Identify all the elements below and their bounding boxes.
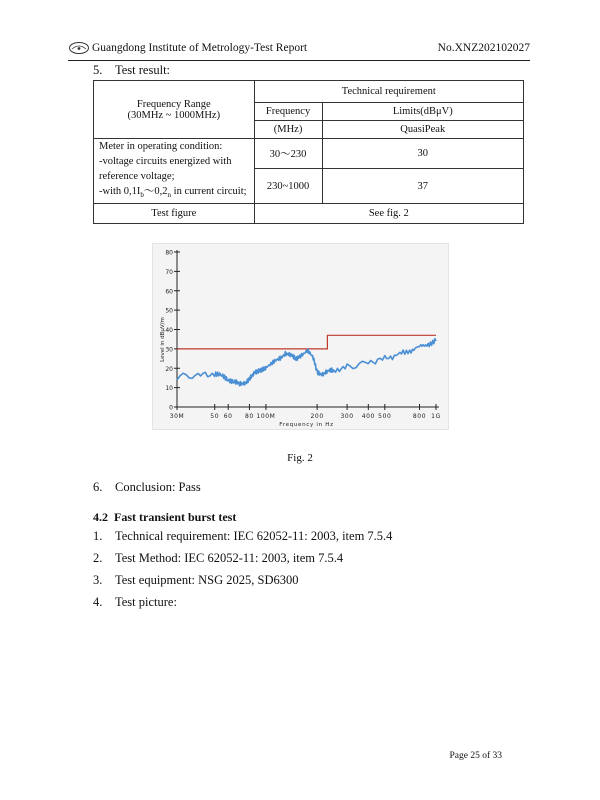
item-text: Test equipment: NSG 2025, SD6300 xyxy=(115,573,299,587)
institute-logo-icon xyxy=(68,41,90,55)
condition-text: -with 0,1I xyxy=(99,186,141,197)
item-number: 4. xyxy=(93,595,103,609)
test-figure-label: Test figure xyxy=(94,204,255,224)
x-tick-label: 400 xyxy=(361,413,375,420)
frequency-cell: 230~1000 xyxy=(254,169,322,204)
section-title: Fast transient burst test xyxy=(114,510,237,524)
condition-line: Meter in operating condition: xyxy=(99,141,223,152)
frequency-range-value: (30MHz ~ 1000MHz) xyxy=(127,109,221,121)
subscript-b: b xyxy=(140,191,144,200)
section-number: 6. xyxy=(93,480,103,494)
limit-cell: 30 xyxy=(322,139,523,169)
conclusion-text: Conclusion: Pass xyxy=(115,480,201,494)
x-axis-label: Frequency in Hz xyxy=(279,422,334,428)
item-number: 2. xyxy=(93,551,103,565)
emission-chart xyxy=(152,243,449,430)
y-tick-label: 50 xyxy=(165,307,173,315)
y-tick-label: 20 xyxy=(165,365,173,373)
list-item xyxy=(93,551,343,566)
x-tick-label: 200 xyxy=(310,413,324,420)
frequency-range-title: Frequency Range xyxy=(136,98,211,110)
limits-header: Limits(dBμV) xyxy=(322,103,523,121)
y-tick-label: 80 xyxy=(165,249,173,257)
section-5-heading xyxy=(93,63,170,78)
figure-caption: Fig. 2 xyxy=(287,452,313,464)
frequency-header: Frequency xyxy=(254,103,322,121)
list-item xyxy=(93,529,392,544)
condition-line xyxy=(99,184,250,203)
x-tick-label: 30M xyxy=(169,413,185,420)
y-tick-label: 70 xyxy=(165,268,173,276)
condition-line: reference voltage; xyxy=(99,171,175,182)
section-number: 5. xyxy=(93,63,103,77)
report-number: No.XNZ202102027 xyxy=(437,42,530,54)
measurement-trace xyxy=(177,339,436,386)
requirements-table xyxy=(93,80,524,224)
section-6-conclusion xyxy=(93,480,201,495)
condition-text: in current circuit; xyxy=(171,186,247,197)
y-tick-label: 40 xyxy=(165,327,173,334)
condition-text: ～0,2 xyxy=(143,186,168,197)
section-title: Test result: xyxy=(115,63,171,77)
frequency-range-cell xyxy=(94,81,255,139)
limit-cell: 37 xyxy=(322,169,523,204)
item-text: Test picture: xyxy=(115,595,177,609)
section-4-2-heading xyxy=(93,510,236,525)
condition-cell xyxy=(94,139,255,204)
technical-requirement-header: Technical requirement xyxy=(254,81,523,103)
x-tick-label: 500 xyxy=(378,413,392,420)
x-tick-label: 1G xyxy=(431,413,441,420)
limit-line xyxy=(177,335,436,349)
subscript-n: n xyxy=(167,191,172,200)
y-tick-label: 60 xyxy=(165,288,173,296)
x-tick-label: 60 xyxy=(223,413,233,420)
condition-line: -voltage circuits energized with xyxy=(99,156,232,167)
item-number: 3. xyxy=(93,573,103,587)
frequency-cell: 30～230 xyxy=(254,139,322,169)
item-text: Test Method: IEC 62052-11: 2003, item 7.5.4 xyxy=(115,551,344,565)
report-header xyxy=(68,40,530,61)
mhz-header: (MHz) xyxy=(254,121,322,139)
y-tick-label: 30 xyxy=(165,346,173,354)
quasipeak-header: QuasiPeak xyxy=(322,121,523,139)
list-item xyxy=(93,595,177,610)
page-number: Page 25 of 33 xyxy=(449,751,502,761)
y-tick-label: 0 xyxy=(169,404,173,412)
y-tick-label: 10 xyxy=(165,385,173,393)
see-figure-ref: See fig. 2 xyxy=(254,204,523,224)
x-tick-label: 80 xyxy=(245,413,254,420)
x-tick-label: 300 xyxy=(340,413,354,420)
item-text: Technical requirement: IEC 62052-11: 2003, item 7.5.4 xyxy=(115,529,393,543)
institute-name: Guangdong Institute of Metrology-Test Report xyxy=(92,42,308,54)
x-tick-label: 800 xyxy=(412,413,427,420)
item-number: 1. xyxy=(93,529,103,543)
x-tick-label: 100M xyxy=(256,413,276,420)
section-number: 4.2 xyxy=(93,510,108,524)
list-item xyxy=(93,573,299,588)
y-axis-label: Level in dBμV/m xyxy=(160,317,166,362)
emission-chart-svg xyxy=(153,244,448,429)
x-tick-label: 50 xyxy=(210,413,220,420)
